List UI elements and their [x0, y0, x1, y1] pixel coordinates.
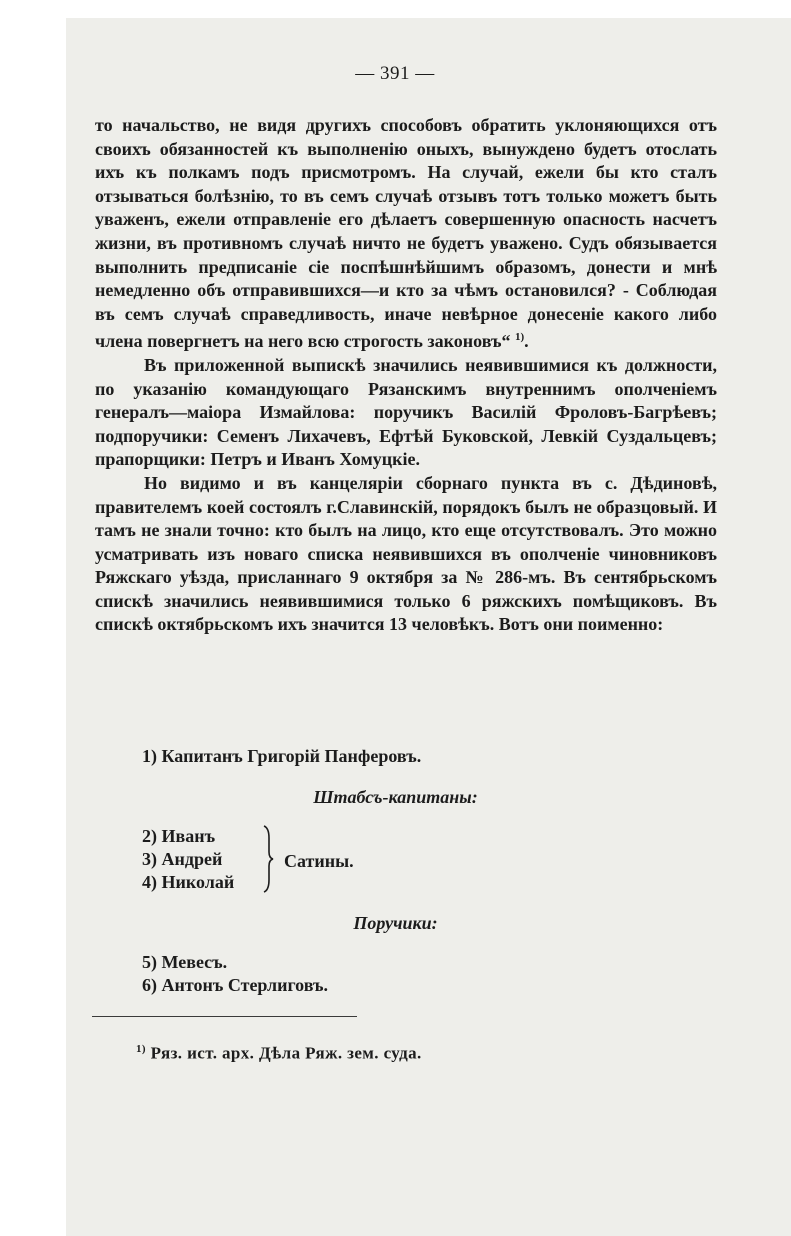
list-item-1: 1) Капитанъ Григорій Панферовъ.	[142, 746, 422, 766]
list-item-2: 2) Иванъ	[142, 826, 216, 846]
body-text	[95, 114, 717, 637]
subheading-lieutenants: Поручики:	[353, 913, 438, 933]
paragraph-2: Въ приложенной выпискѣ значились неявившимися къ должности, по указанію командующаго Рязанскимъ внутреннимъ ополченіемъ генералъ—маіора Измайлова: поручикъ Василій Фроловъ-Багрѣевъ; подпоручики: Семенъ Лихачевъ, Ефтѣй Буковской, Левкій Суздальцевъ; прапорщики: Петръ и Иванъ Хомуцкіе.	[95, 354, 717, 470]
footnote-divider	[92, 1016, 357, 1017]
footnote-text: Ряз. ист. арх. Дѣла Ряж. зем. суда.	[150, 1043, 422, 1063]
footnote-reference: 1)	[514, 331, 525, 344]
footnote	[136, 1043, 422, 1064]
list-item-6: 6) Антонъ Стерлиговъ.	[142, 975, 329, 995]
list-item-4: 4) Николай	[142, 872, 235, 892]
paragraph-1-text: то начальство, не видя другихъ способовъ обратить уклоняющихся отъ своихъ обязанностей къ выполненію оныхъ, вынуждено будетъ отослать ихъ къ полкамъ подъ присмотромъ. На случай, ежели бы кто сталъ отзываться болѣзнію, то въ семъ случаѣ отзывъ тотъ только можетъ быть уваженъ, ежели отправленіе его дѣлаетъ совершенную опасность насчетъ жизни, въ противномъ случаѣ ничто не будетъ уважено. Судъ обязывается выполнить предписаніе сіе поспѣшнѣйшимъ образомъ, донести и мнѣ немедленно объ отправившихся—и кто за чѣмъ остановился? - Соблюдая въ семъ случаѣ справедливость, иначе невѣрное донесеніе какого либо члена повергнетъ на него всю строгость законовъ“	[95, 115, 717, 352]
group-surname: Сатины.	[284, 851, 354, 871]
group-brace	[261, 824, 275, 894]
page-number: — 391 —	[355, 63, 435, 84]
paragraph-1: то начальство, не видя другихъ способовъ обратить уклоняющихся отъ своихъ обязанностей къ выполненію оныхъ, вынуждено будетъ отослать ихъ къ полкамъ подъ присмотромъ. На случай, ежели бы кто сталъ отзываться болѣзнію, то въ семъ случаѣ отзывъ тотъ только можетъ быть уваженъ, ежели отправленіе его дѣлаетъ совершенную опасность насчетъ жизни, въ противномъ случаѣ ничто не будетъ уважено. Судъ обязывается выполнить предписаніе сіе поспѣшнѣйшимъ образомъ, донести и мнѣ немедленно объ отправившихся—и кто за чѣмъ остановился? - Соблюдая въ семъ случаѣ справедливость, иначе невѣрное донесеніе какого либо члена повергнетъ на него всю строгость законовъ“ $^{1)}$.	[95, 115, 717, 352]
list-item-3: 3) Андрей	[142, 849, 223, 869]
footnote-mark: 1)	[136, 1043, 146, 1055]
subheading-staff-captains: Штабсъ-капитаны:	[313, 787, 478, 807]
list-item-5: 5) Мевесъ.	[142, 952, 228, 972]
paragraph-3: Но видимо и въ канцеляріи сборнаго пункта въ с. Дѣдиновѣ, правителемъ коей состоялъ г.Славинскій, порядокъ былъ не образцовый. И тамъ не знали точно: кто былъ на лицо, кто еще отсутствовалъ. Это можно усматривать изъ новаго списка неявившихся въ ополченіе чиновниковъ Ряжскаго уѣзда, присланнаго 9 октября за № 286-мъ. Въ сентябрьскомъ спискѣ значились неявившимися только 6 ряжскихъ помѣщиковъ. Въ спискѣ октябрьскомъ ихъ значится 13 человѣкъ. Вотъ они поименно:	[95, 472, 717, 635]
